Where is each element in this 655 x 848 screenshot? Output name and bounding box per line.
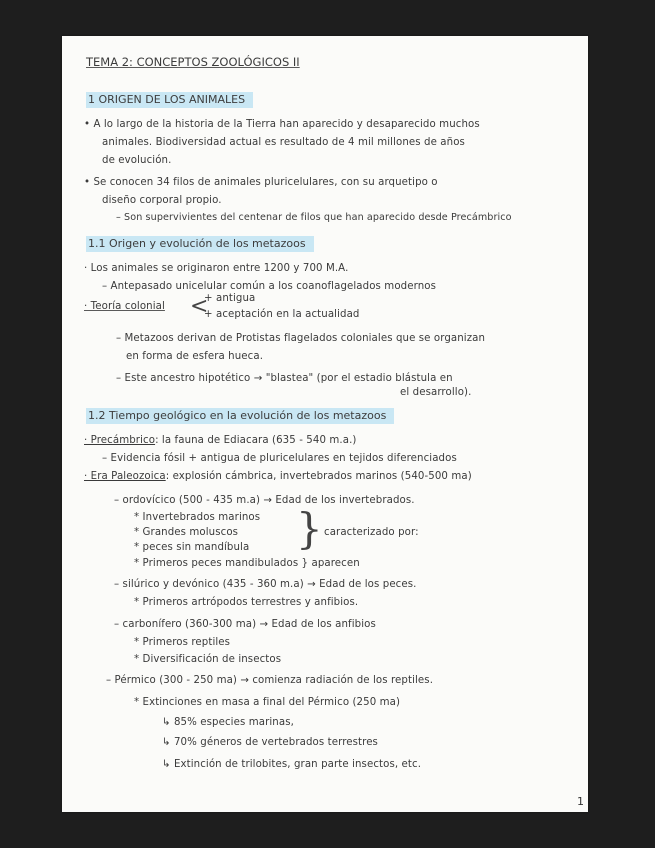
section-heading-geologic-time: 1.2 Tiempo geológico en la evolución de los metazoos — [86, 408, 394, 424]
note-line — [84, 470, 472, 483]
note-line: * Diversificación de insectos — [134, 654, 282, 665]
note-line: – Pérmico (300 - 250 ma) → comienza radiación de los reptiles. — [106, 675, 434, 686]
page-number: 1 — [577, 795, 584, 808]
note-line: – Metazoos derivan de Protistas flagelados coloniales que se organizan — [116, 333, 486, 344]
note-line: • A lo largo de la historia de la Tierra han aparecido y desaparecido muchos — [84, 119, 480, 130]
note-line: * Grandes moluscos — [134, 527, 239, 538]
note-line: diseño corporal propio. — [102, 195, 222, 206]
note-line: · Los animales se originaron entre 1200 y 700 M.A. — [84, 263, 349, 274]
note-line: – carbonífero (360-300 ma) → Edad de los anfibios — [114, 619, 376, 630]
note-line: ↳ Extinción de trilobites, gran parte insectos, etc. — [162, 759, 422, 770]
note-line — [84, 434, 357, 447]
note-line: ↳ 70% géneros de vertebrados terrestres — [162, 737, 378, 748]
note-line: ↳ 85% especies marinas, — [162, 717, 294, 728]
note-line: de evolución. — [102, 155, 172, 166]
note-line: * Primeros reptiles — [134, 637, 231, 648]
note-line: • Se conocen 34 filos de animales pluricelulares, con su arquetipo o — [84, 177, 438, 188]
notebook-page — [62, 36, 588, 812]
note-text: : la fauna de Ediacara (635 - 540 m.a.) — [155, 435, 357, 446]
note-line: en forma de esfera hueca. — [126, 351, 264, 362]
note-line: – ordovícico (500 - 435 m.a) → Edad de los invertebrados. — [114, 495, 415, 506]
brace-symbol: } — [296, 504, 323, 553]
note-line: + antigua — [204, 293, 256, 304]
note-line: + aceptación en la actualidad — [204, 309, 360, 320]
section-heading-origin: 1 ORIGEN DE LOS ANIMALES — [86, 92, 253, 108]
note-line: * Primeros peces mandibulados } aparecen — [134, 558, 360, 569]
note-line: – Son supervivientes del centenar de filos que han aparecido desde Precámbrico — [116, 212, 512, 223]
note-line: – Antepasado unicelular común a los coanoflagelados modernos — [102, 281, 436, 292]
note-line: el desarrollo). — [400, 387, 472, 398]
colonial-theory-label: · Teoría colonial — [84, 301, 165, 312]
note-text: : explosión cámbrica, invertebrados marinos (540-500 ma) — [165, 471, 472, 482]
note-line: * Extinciones en masa a final del Pérmico (250 ma) — [134, 697, 401, 708]
note-line: * Invertebrados marinos — [134, 512, 261, 523]
note-line: * peces sin mandíbula — [134, 542, 250, 553]
precambrian-label: · Precámbrico — [84, 435, 156, 446]
note-line: * Primeros artrópodos terrestres y anfibios. — [134, 597, 359, 608]
paleozoic-label: · Era Paleozoica — [84, 471, 166, 482]
page-title: TEMA 2: CONCEPTOS ZOOLÓGICOS II — [86, 55, 300, 69]
section-heading-metazoan-origin: 1.1 Origen y evolución de los metazoos — [86, 236, 314, 252]
note-line: – Este ancestro hipotético → "blastea" (por el estadio blástula en — [116, 373, 453, 384]
note-line: animales. Biodiversidad actual es resultado de 4 mil millones de años — [102, 137, 465, 148]
note-line: caracterizado por: — [324, 527, 419, 538]
brace-symbol: < — [190, 294, 209, 319]
note-line: – Evidencia fósil + antigua de pluricelulares en tejidos diferenciados — [102, 453, 457, 464]
note-line: – silúrico y devónico (435 - 360 m.a) → Edad de los peces. — [114, 579, 417, 590]
